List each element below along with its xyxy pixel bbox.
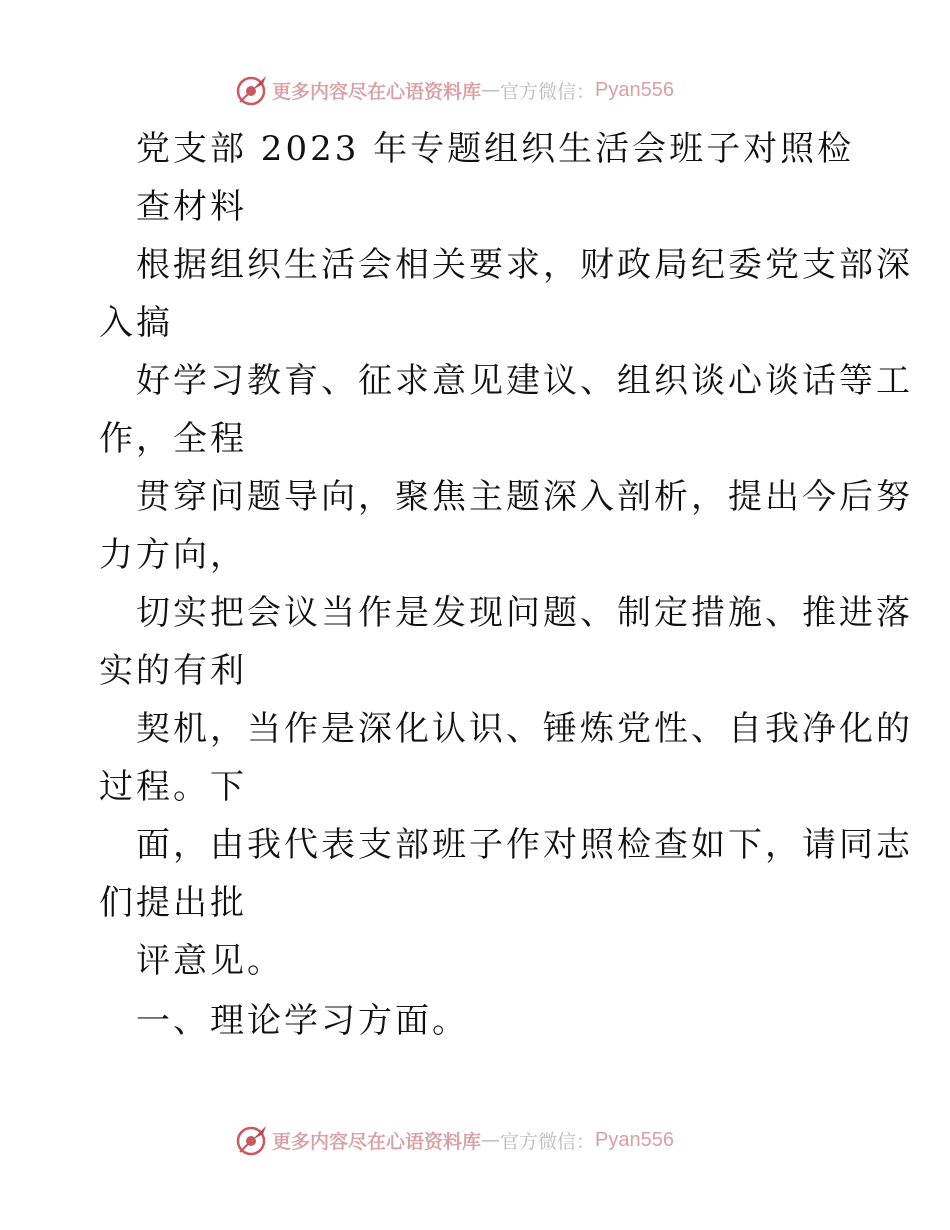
paragraph-line: 面，由我代表支部班子作对照检查如下，请同志 bbox=[136, 825, 913, 865]
paragraph-line: 作，全程 bbox=[99, 419, 247, 459]
paragraph-line: 评意见。 bbox=[136, 941, 284, 981]
paragraph-line: 们提出批 bbox=[99, 883, 247, 923]
paragraph-line: 入搞 bbox=[99, 303, 173, 343]
paragraph-line: 好学习教育、征求意见建议、组织谈心谈话等工 bbox=[136, 361, 913, 401]
watermark-wechat-id: Pyan556 bbox=[595, 78, 674, 101]
footer-watermark bbox=[236, 1123, 674, 1157]
document-title-line-1: 党支部 2023 年专题组织生活会班子对照检 bbox=[136, 129, 855, 169]
quill-logo-icon bbox=[236, 74, 268, 106]
paragraph-line: 实的有利 bbox=[99, 651, 247, 691]
paragraph-line: 契机，当作是深化认识、锤炼党性、自我净化的 bbox=[136, 709, 913, 749]
paragraph-line: 贯穿问题导向，聚焦主题深入剖析，提出今后努 bbox=[136, 477, 913, 517]
section-heading: 一、理论学习方面。 bbox=[136, 1001, 469, 1041]
watermark-main-text: 更多内容尽在心语资料库 bbox=[272, 1130, 482, 1153]
quill-logo-icon bbox=[236, 1124, 268, 1156]
paragraph-line: 过程。下 bbox=[99, 767, 247, 807]
paragraph-line: 根据组织生活会相关要求，财政局纪委党支部深 bbox=[136, 245, 913, 285]
watermark-dash: — bbox=[481, 1129, 501, 1151]
paragraph-line: 力方向， bbox=[99, 535, 247, 575]
paragraph-line: 切实把会议当作是发现问题、制定措施、推进落 bbox=[136, 593, 913, 633]
header-watermark bbox=[236, 73, 674, 107]
watermark-sub-text: 官方微信： bbox=[500, 1130, 596, 1153]
watermark-dash: — bbox=[481, 79, 501, 101]
document-title-line-2: 查材料 bbox=[136, 187, 247, 227]
watermark-wechat-id: Pyan556 bbox=[595, 1128, 674, 1151]
watermark-sub-text: 官方微信： bbox=[500, 80, 596, 103]
watermark-main-text: 更多内容尽在心语资料库 bbox=[272, 80, 482, 103]
